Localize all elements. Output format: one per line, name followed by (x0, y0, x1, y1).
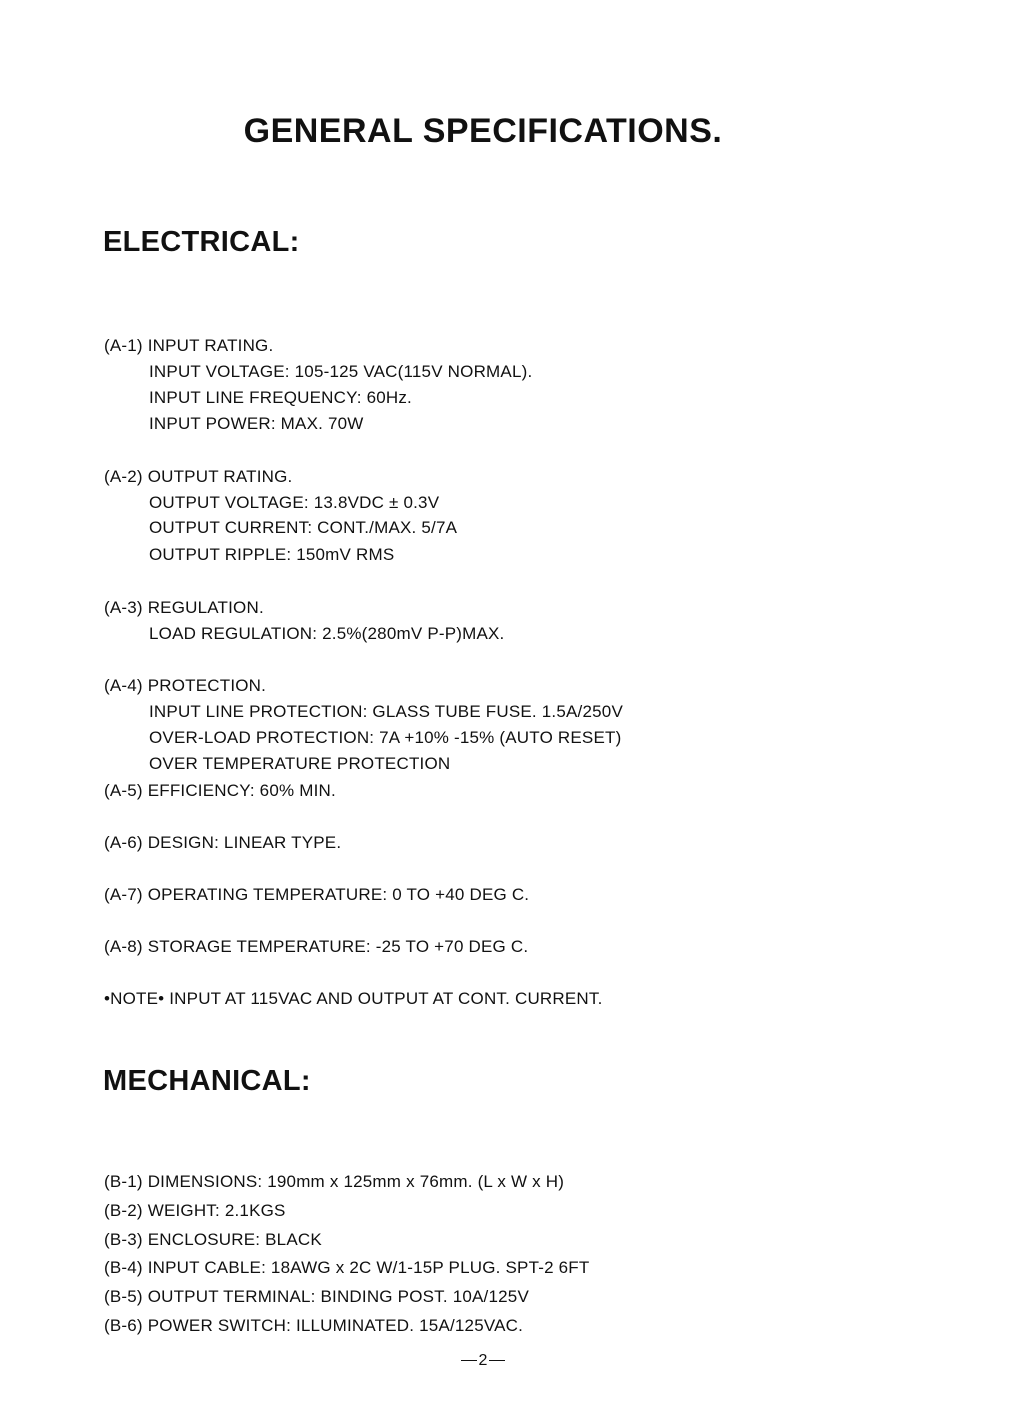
spec-a7: (A-7) OPERATING TEMPERATURE: 0 TO +40 DEG C. (104, 885, 530, 904)
spec-a4-item: OVER-LOAD PROTECTION: 7A +10% -15% (AUTO RESET) (149, 728, 622, 747)
spec-a5: (A-5) EFFICIENCY: 60% MIN. (104, 781, 336, 800)
mechanical-heading: MECHANICAL: (103, 1065, 311, 1097)
page-number (0, 1352, 966, 1370)
spec-a4-label: (A-4) PROTECTION. (104, 676, 267, 695)
spec-a2-item: OUTPUT RIPPLE: 150mV RMS (149, 545, 395, 564)
spec-a3-label: (A-3) REGULATION. (104, 598, 264, 617)
spec-a1-item: INPUT POWER: MAX. 70W (149, 414, 364, 433)
spec-b-item: (B-6) POWER SWITCH: ILLUMINATED. 15A/125VAC. (104, 1316, 524, 1335)
page-title: GENERAL SPECIFICATIONS. (243, 112, 723, 150)
spec-a2-item: OUTPUT VOLTAGE: 13.8VDC ± 0.3V (149, 493, 440, 512)
note: •NOTE• INPUT AT 115VAC AND OUTPUT AT CONT. CURRENT. (104, 989, 603, 1008)
spec-a8: (A-8) STORAGE TEMPERATURE: -25 TO +70 DEG C. (104, 937, 529, 956)
spec-a1-item: INPUT VOLTAGE: 105-125 VAC(115V NORMAL). (149, 362, 533, 381)
spec-a1-label: (A-1) INPUT RATING. (104, 336, 274, 355)
spec-a4-item: INPUT LINE PROTECTION: GLASS TUBE FUSE. 1.5A/250V (149, 702, 623, 721)
page-number-value: 2 (478, 1352, 488, 1369)
spec-a6: (A-6) DESIGN: LINEAR TYPE. (104, 833, 342, 852)
spec-b-item: (B-2) WEIGHT: 2.1KGS (104, 1201, 286, 1220)
spec-a1-item: INPUT LINE FREQUENCY: 60Hz. (149, 388, 412, 407)
spec-b-item: (B-3) ENCLOSURE: BLACK (104, 1230, 322, 1249)
spec-a4-item: OVER TEMPERATURE PROTECTION (149, 754, 451, 773)
spec-b-item: (B-5) OUTPUT TERMINAL: BINDING POST. 10A/125V (104, 1287, 529, 1306)
spec-a3-item: LOAD REGULATION: 2.5%(280mV P-P)MAX. (149, 624, 505, 643)
spec-a2-item: OUTPUT CURRENT: CONT./MAX. 5/7A (149, 518, 458, 537)
spec-a2-label: (A-2) OUTPUT RATING. (104, 467, 293, 486)
electrical-heading: ELECTRICAL: (103, 226, 300, 258)
spec-b-item: (B-4) INPUT CABLE: 18AWG x 2C W/1-15P PLUG. SPT-2 6FT (104, 1258, 590, 1277)
spec-b-item: (B-1) DIMENSIONS: 190mm x 125mm x 76mm. (L x W x H) (104, 1172, 565, 1191)
